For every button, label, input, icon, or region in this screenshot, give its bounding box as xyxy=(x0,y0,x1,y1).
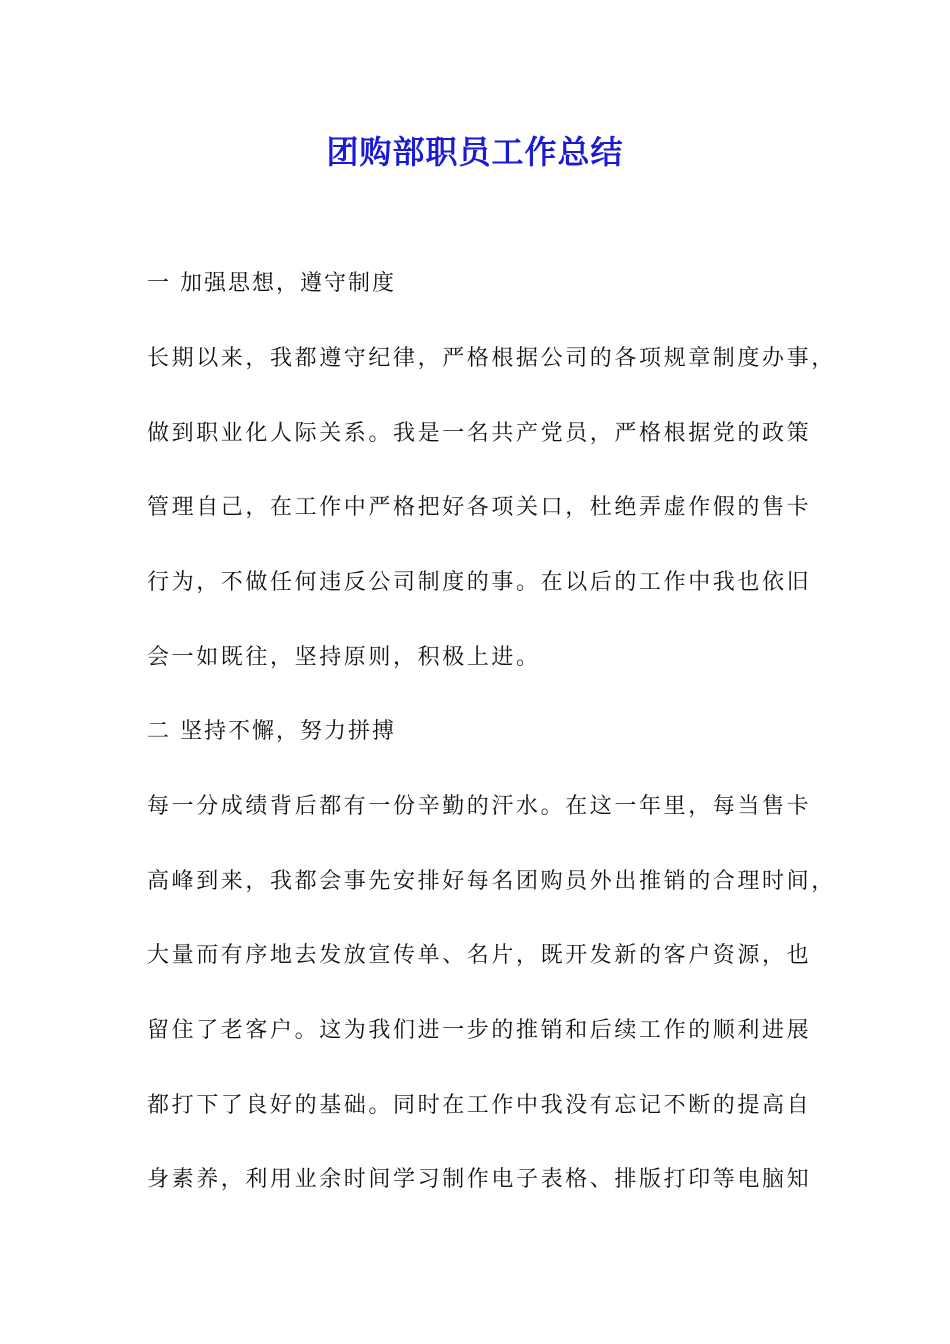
paragraph-line: 留住了老客户。这为我们进一步的推销和后续工作的顺利进展 xyxy=(147,1018,812,1043)
paragraph-line: 会一如既往，坚持原则，积极上进。 xyxy=(147,645,541,670)
paragraph-line: 都打下了良好的基础。同时在工作中我没有忘记不断的提高自 xyxy=(147,1093,812,1118)
section-heading-1: 一 加强思想，遵守制度 xyxy=(147,271,396,296)
paragraph-line: 高峰到来，我都会事先安排好每名团购员外出推销的合理时间， xyxy=(147,869,836,894)
document-title: 团购部职员工作总结 xyxy=(326,133,624,171)
paragraph-line: 行为，不做任何违反公司制度的事。在以后的工作中我也依旧 xyxy=(147,570,812,595)
paragraph-line: 身素养，利用业余时间学习制作电子表格、排版打印等电脑知 xyxy=(147,1167,812,1192)
paragraph-line: 做到职业化人际关系。我是一名共产党员，严格根据党的政策 xyxy=(147,421,812,446)
paragraph-line: 每一分成绩背后都有一份辛勤的汗水。在这一年里，每当售卡 xyxy=(147,794,812,819)
section-heading-2: 二 坚持不懈，努力拼搏 xyxy=(147,719,396,744)
paragraph-line: 大量而有序地去发放宣传单、名片，既开发新的客户资源，也 xyxy=(147,943,812,968)
paragraph-line: 长期以来，我都遵守纪律，严格根据公司的各项规章制度办事， xyxy=(147,346,836,371)
paragraph-line: 管理自己，在工作中严格把好各项关口，杜绝弄虚作假的售卡 xyxy=(147,495,812,520)
